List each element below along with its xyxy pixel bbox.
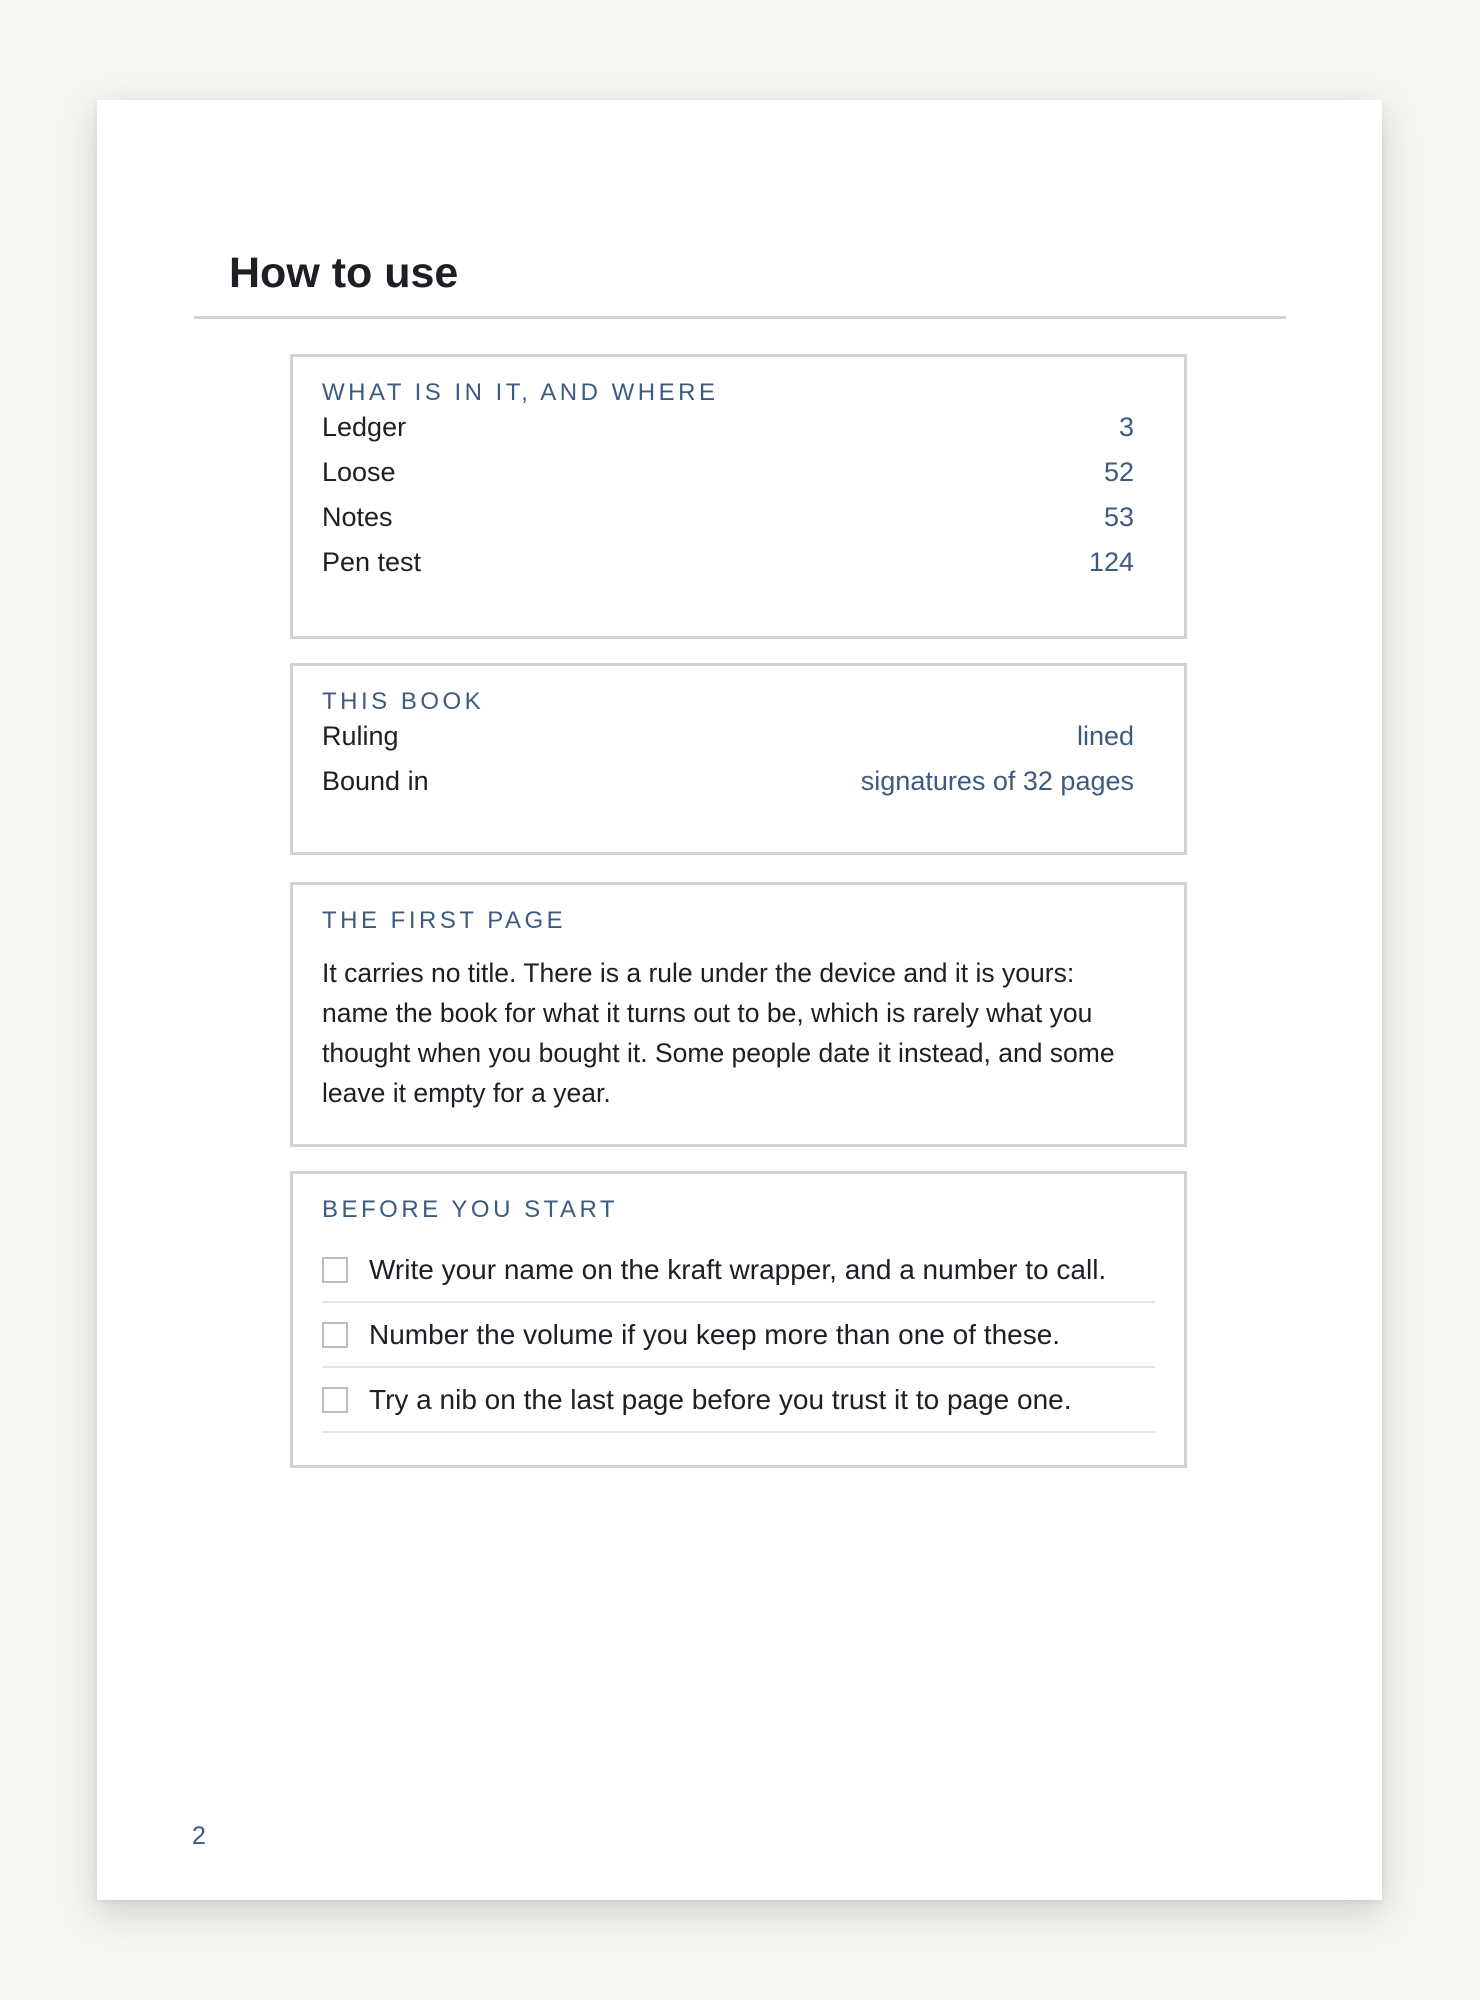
contents-row	[322, 540, 1134, 585]
contents-row-name: Notes	[322, 502, 393, 532]
contents-row	[322, 405, 1134, 450]
contents-row-page: 52	[1103, 457, 1134, 487]
contents-row-page: 124	[1088, 547, 1134, 577]
contents-label: WHAT IS IN IT, AND WHERE	[322, 379, 719, 406]
contents-row-name: Loose	[322, 457, 396, 487]
book-detail-key: Ruling	[322, 721, 399, 751]
contents-row	[322, 450, 1134, 495]
first-page-box	[290, 882, 1187, 1147]
notebook-page	[97, 100, 1382, 1900]
book-details-label: THIS BOOK	[322, 688, 485, 715]
book-details-box	[290, 663, 1187, 855]
contents-row-page: 3	[1118, 412, 1134, 442]
checklist-item[interactable]	[322, 1368, 1155, 1433]
book-detail-key: Bound in	[322, 766, 429, 796]
page-number: 2	[192, 1822, 206, 1850]
first-page-text: It carries no title. There is a rule under the device and it is yours: name the book for what it turns out to be, which is rarely what you thought when you bought it. Some people date it instead, and some leave it empty for a year.	[322, 958, 1115, 1108]
before-start-box	[290, 1171, 1187, 1468]
checklist-item-text: Try a nib on the last page before you trust it to page one.	[369, 1383, 1072, 1415]
checkbox[interactable]	[322, 1257, 348, 1283]
contents-row-page: 53	[1103, 502, 1134, 532]
contents-row-name: Ledger	[322, 412, 407, 442]
checkbox[interactable]	[322, 1387, 348, 1413]
book-detail-row	[322, 714, 1134, 759]
first-page-label: THE FIRST PAGE	[322, 907, 567, 934]
book-detail-row	[322, 759, 1134, 804]
checklist	[322, 1238, 1155, 1433]
contents-box	[290, 354, 1187, 639]
book-detail-value: signatures of 32 pages	[860, 766, 1134, 796]
title-rule	[194, 316, 1286, 319]
book-detail-value: lined	[1076, 721, 1134, 751]
checkbox[interactable]	[322, 1322, 348, 1348]
checklist-item[interactable]	[322, 1238, 1155, 1303]
before-start-label: BEFORE YOU START	[322, 1196, 619, 1223]
contents-row	[322, 495, 1134, 540]
page-title: How to use	[229, 249, 459, 297]
contents-row-name: Pen test	[322, 547, 422, 577]
checklist-item-text: Write your name on the kraft wrapper, and a number to call.	[369, 1253, 1107, 1285]
checklist-item[interactable]	[322, 1303, 1155, 1368]
checklist-item-text: Number the volume if you keep more than one of these.	[369, 1318, 1061, 1350]
